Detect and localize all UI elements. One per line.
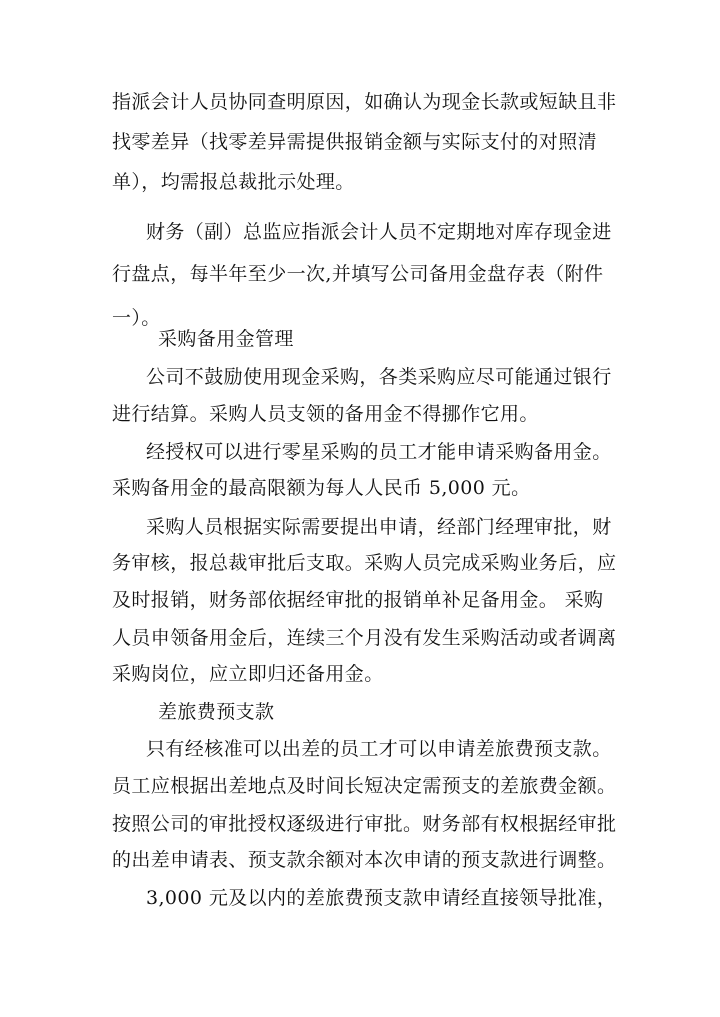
text-line: 及时报销，财务部依据经审批的报销单补足备用金。 采购 bbox=[112, 589, 604, 611]
text-line: 进行结算。采购人员支领的备用金不得挪作它用。 bbox=[112, 403, 539, 425]
text-line: 的出差申请表、预支款余额对本次申请的预支款进行调整。 bbox=[112, 849, 617, 871]
text-line: 采购人员根据实际需要提出申请，经部门经理审批，财 bbox=[146, 516, 612, 538]
text-line: 行盘点，每半年至少一次,并填写公司备用金盘存表（附件 bbox=[112, 263, 604, 285]
text-line: 按照公司的审批授权逐级进行审批。财务部有权根据经审批 bbox=[112, 813, 617, 835]
text-line: 员工应根据出差地点及时间长短决定需预支的差旅费金额。 bbox=[112, 775, 617, 797]
text-line: 经授权可以进行零星采购的员工才能申请采购备用金。 bbox=[146, 441, 612, 463]
text-line: 务审核，报总裁审批后支取。采购人员完成采购业务后，应 bbox=[112, 552, 617, 574]
section-heading: 采购备用金管理 bbox=[158, 328, 294, 350]
text-line: 公司不鼓励使用现金采购，各类采购应尽可能通过银行 bbox=[146, 366, 612, 388]
section-heading: 差旅费预支款 bbox=[158, 701, 275, 723]
text-line: 一）。 bbox=[112, 307, 161, 329]
text-line: 3,000 元及以内的差旅费预支款申请经直接领导批准， bbox=[146, 887, 617, 909]
text-line: 只有经核准可以出差的员工才可以申请差旅费预支款。 bbox=[146, 738, 612, 760]
text-line: 指派会计人员协同查明原因，如确认为现金长款或短缺且非 bbox=[112, 91, 617, 113]
text-line: 单），均需报总裁批示处理。 bbox=[112, 171, 355, 193]
text-line: 采购岗位，应立即归还备用金。 bbox=[112, 663, 384, 685]
text-line: 采购备用金的最高限额为每人人民币 5,000 元。 bbox=[112, 477, 531, 499]
text-line: 财务（副）总监应指派会计人员不定期地对库存现金进 bbox=[146, 221, 612, 243]
text-line: 人员申领备用金后，连续三个月没有发生采购活动或者调离 bbox=[112, 627, 617, 649]
text-line: 找零差异（找零差异需提供报销金额与实际支付的对照清 bbox=[112, 131, 598, 153]
